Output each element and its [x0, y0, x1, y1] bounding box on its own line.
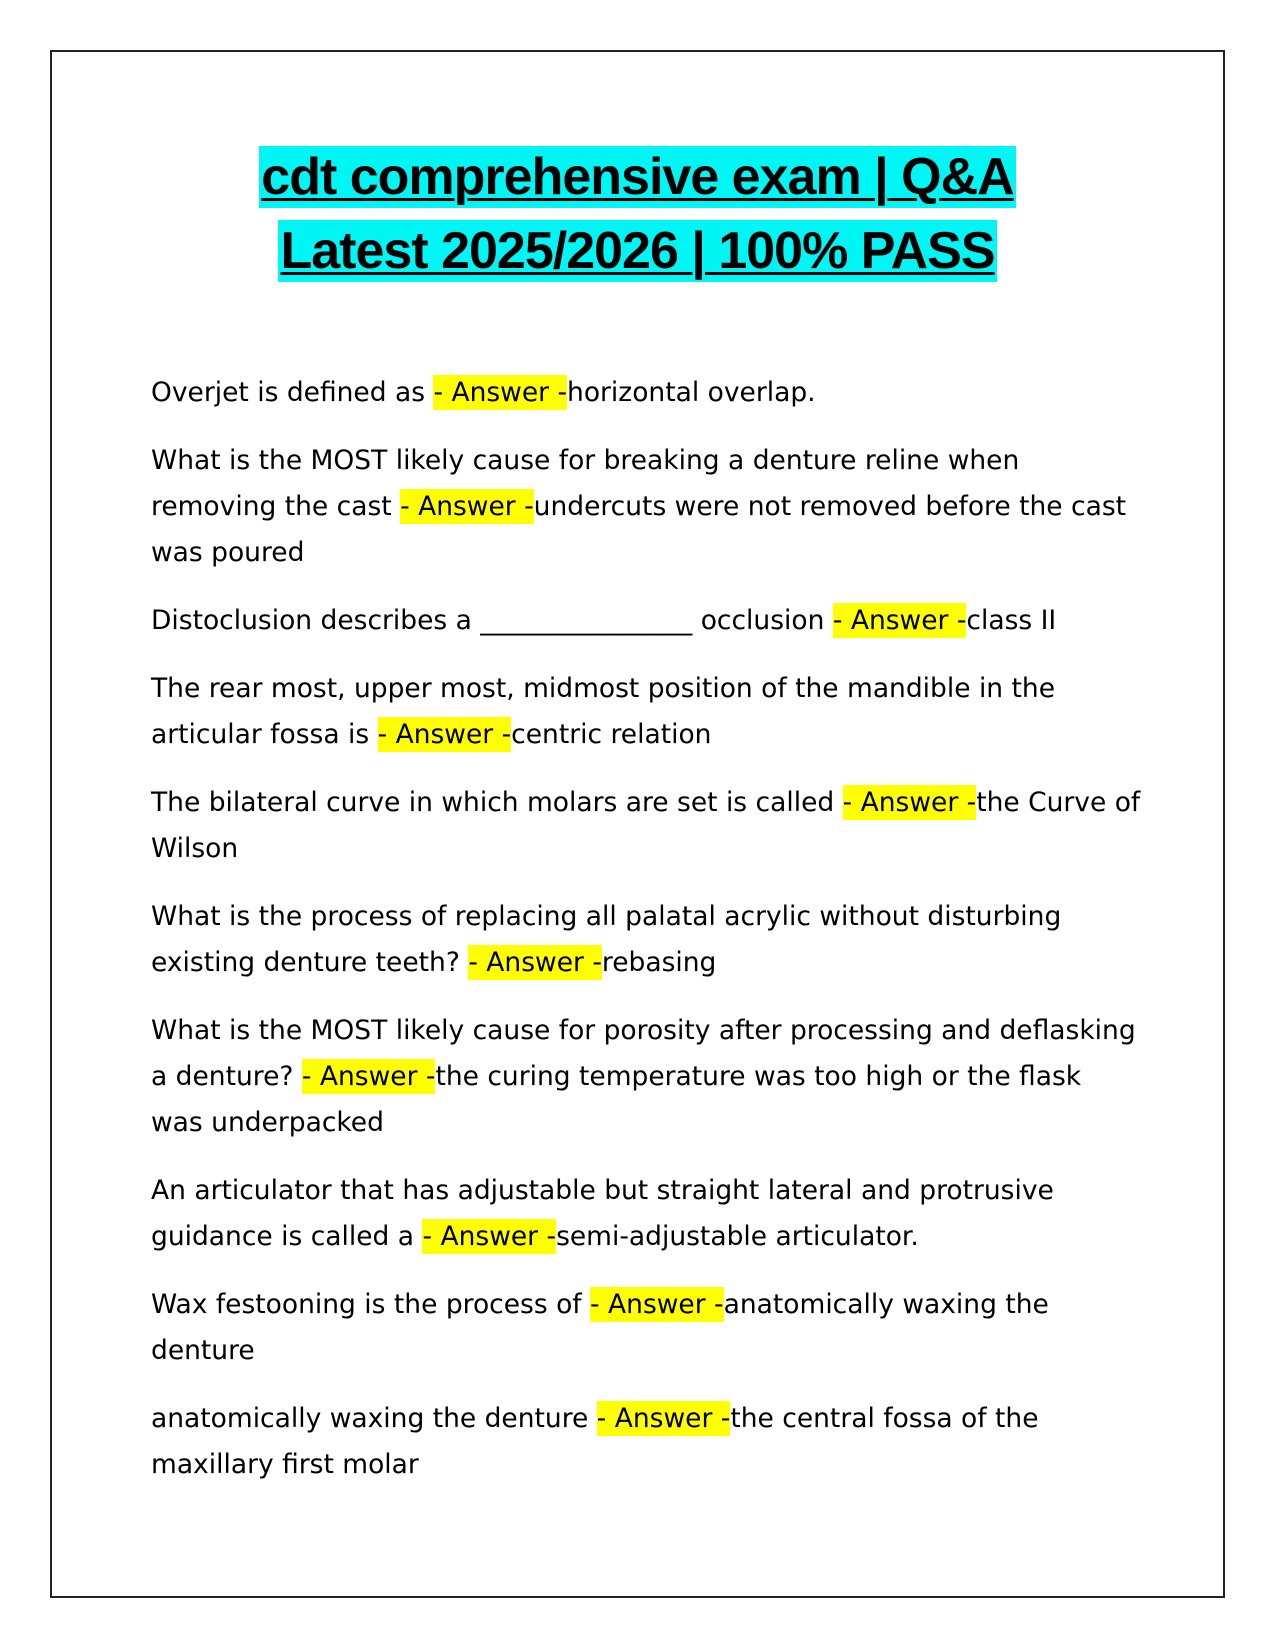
answer-marker: - Answer -	[301, 1061, 436, 1092]
answer-marker: - Answer -	[596, 1403, 731, 1434]
title-line-2: Latest 2025/2026 | 100% PASS	[280, 222, 995, 280]
qa-item	[151, 438, 1141, 576]
question-text: The bilateral curve in which molars are set is called	[151, 787, 843, 818]
qa-item	[151, 598, 1141, 644]
qa-list	[151, 370, 1141, 1510]
question-text: An articulator that has adjustable but straight lateral and protrusive guidance is called a	[151, 1175, 1054, 1252]
question-text: What is the MOST likely cause for breaking a denture reline when removing the cast	[151, 445, 1020, 522]
question-text: Distoclusion describes a ________________ occlusion	[151, 605, 833, 636]
answer-text: the curing temperature was too high or the flask was underpacked	[151, 1061, 1082, 1138]
document-title	[50, 146, 1225, 294]
answer-text: the central fossa of the maxillary first molar	[151, 1403, 1039, 1480]
answer-marker: - Answer -	[842, 787, 977, 818]
title-line-1: cdt comprehensive exam | Q&A	[261, 148, 1014, 206]
answer-marker: - Answer -	[832, 605, 967, 636]
answer-marker: - Answer -	[433, 377, 568, 408]
answer-text: undercuts were not removed before the cast was poured	[151, 491, 1127, 568]
answer-text: the Curve of Wilson	[151, 787, 1141, 864]
answer-text: centric relation	[511, 719, 712, 750]
qa-item	[151, 894, 1141, 986]
answer-marker: - Answer -	[400, 491, 534, 522]
question-text: Overjet is defined as	[151, 377, 434, 408]
question-text: anatomically waxing the denture	[151, 1403, 597, 1434]
qa-item	[151, 1396, 1141, 1488]
answer-text: anatomically waxing the denture	[151, 1289, 1049, 1366]
question-text: What is the MOST likely cause for porosity after processing and deflasking a denture?	[151, 1015, 1136, 1092]
answer-text: horizontal overlap.	[567, 377, 816, 408]
answer-marker: - Answer -	[377, 719, 512, 750]
answer-text: semi-adjustable articulator.	[556, 1221, 919, 1252]
qa-item	[151, 370, 1141, 416]
answer-marker: - Answer -	[468, 947, 602, 978]
qa-item	[151, 1282, 1141, 1374]
answer-text: rebasing	[601, 947, 717, 978]
answer-marker: - Answer -	[422, 1221, 557, 1252]
answer-marker: - Answer -	[590, 1289, 724, 1320]
question-text: What is the process of replacing all palatal acrylic without disturbing existing denture teeth?	[151, 901, 1062, 978]
question-text: Wax festooning is the process of	[151, 1289, 591, 1320]
qa-item	[151, 1008, 1141, 1146]
question-text: The rear most, upper most, midmost position of the mandible in the articular fossa is	[151, 673, 1056, 750]
qa-item	[151, 780, 1141, 872]
qa-item	[151, 666, 1141, 758]
answer-text: class II	[966, 605, 1057, 636]
qa-item	[151, 1168, 1141, 1260]
